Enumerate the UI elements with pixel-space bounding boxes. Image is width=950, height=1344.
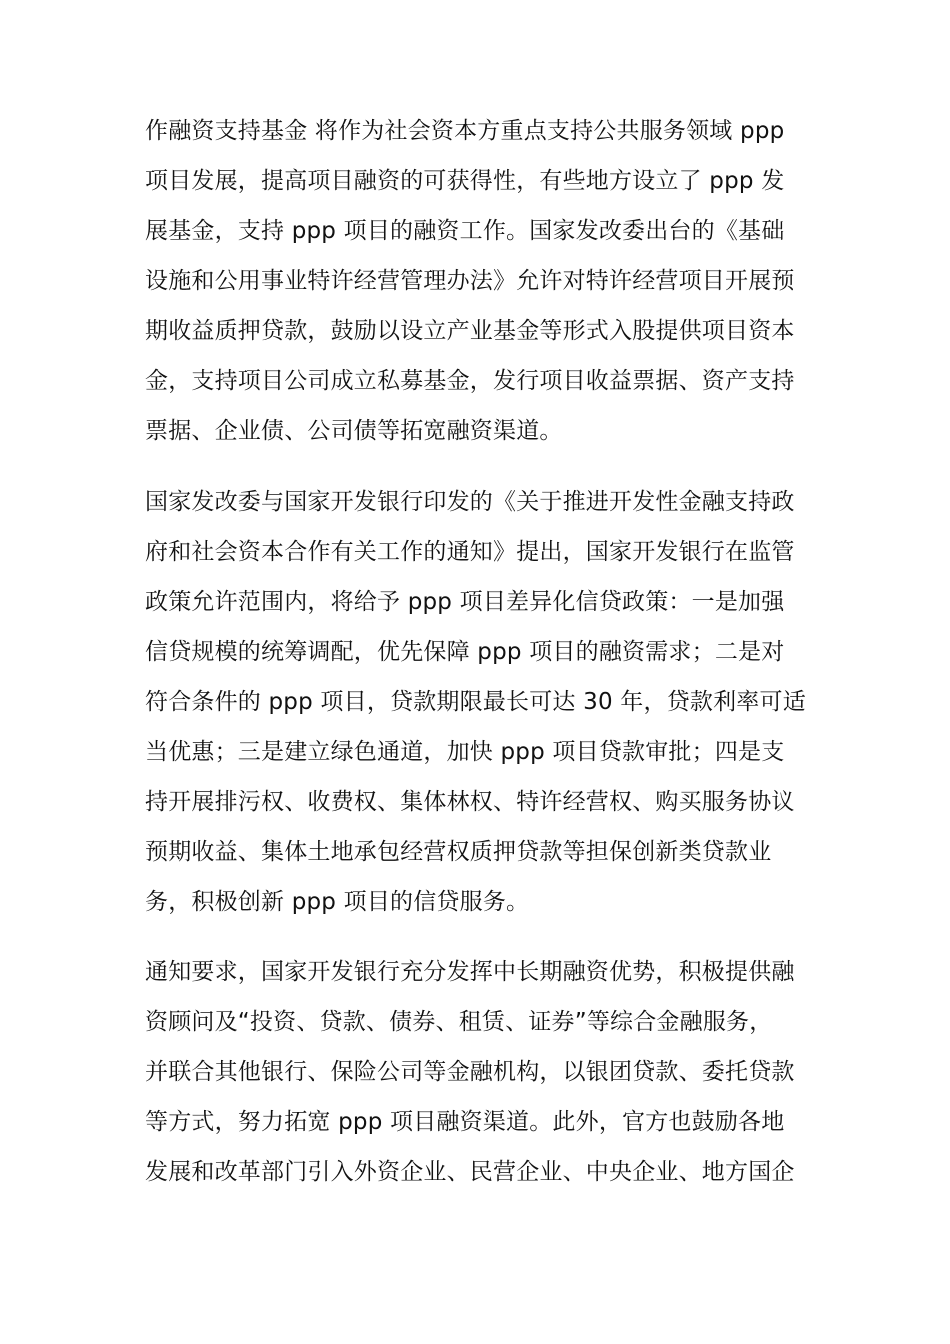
paragraph-line: 持开展排污权、收费权、集体林权、特许经营权、购买服务协议: [145, 789, 795, 815]
paragraph-line: 期收益质押贷款，鼓励以设立产业基金等形式入股提供项目资本: [145, 318, 795, 344]
paragraph-line: 资顾问及“投资、贷款、债券、租赁、证券”等综合金融服务，: [145, 1009, 773, 1035]
paragraph-line: 设施和公用事业特许经营管理办法》允许对特许经营项目开展预: [145, 268, 795, 294]
paragraph-line: 作融资支持基金 将作为社会资本方重点支持公共服务领域 ppp: [145, 118, 785, 144]
paragraph-2: [145, 477, 810, 927]
paragraph-line: 预期收益、集体土地承包经营权质押贷款等担保创新类贷款业: [145, 839, 772, 865]
paragraph-line: 政策允许范围内，将给予 ppp 项目差异化信贷政策：一是加强: [145, 589, 785, 615]
paragraph-line: 府和社会资本合作有关工作的通知》提出，国家开发银行在监管: [145, 539, 795, 565]
paragraph-line: 信贷规模的统筹调配，优先保障 ppp 项目的融资需求；二是对: [145, 639, 785, 665]
paragraph-line: 等方式，努力拓宽 ppp 项目融资渠道。此外，官方也鼓励各地: [145, 1109, 785, 1135]
paragraph-line: 国家发改委与国家开发银行印发的《关于推进开发性金融支持政: [145, 489, 795, 515]
paragraph-line: 通知要求，国家开发银行充分发挥中长期融资优势，积极提供融: [145, 959, 795, 985]
paragraph-line: 金，支持项目公司成立私募基金，发行项目收益票据、资产支持: [145, 368, 795, 394]
paragraph-3: [145, 947, 810, 1197]
paragraph-line: 展基金，支持 ppp 项目的融资工作。国家发改委出台的《基础: [145, 218, 785, 244]
paragraph-line: 符合条件的 ppp 项目，贷款期限最长可达 30 年，贷款利率可适: [145, 689, 806, 715]
paragraph-line: 务，积极创新 ppp 项目的信贷服务。: [145, 889, 530, 915]
paragraph-line: 发展和改革部门引入外资企业、民营企业、中央企业、地方国企: [145, 1159, 795, 1185]
paragraph-1: [145, 106, 810, 456]
paragraph-line: 并联合其他银行、保险公司等金融机构，以银团贷款、委托贷款: [145, 1059, 795, 1085]
paragraph-line: 项目发展，提高项目融资的可获得性，有些地方设立了 ppp 发: [145, 168, 785, 194]
paragraph-line: 当优惠；三是建立绿色通道，加快 ppp 项目贷款审批；四是支: [145, 739, 785, 765]
paragraph-line: 票据、企业债、公司债等拓宽融资渠道。: [145, 418, 563, 444]
